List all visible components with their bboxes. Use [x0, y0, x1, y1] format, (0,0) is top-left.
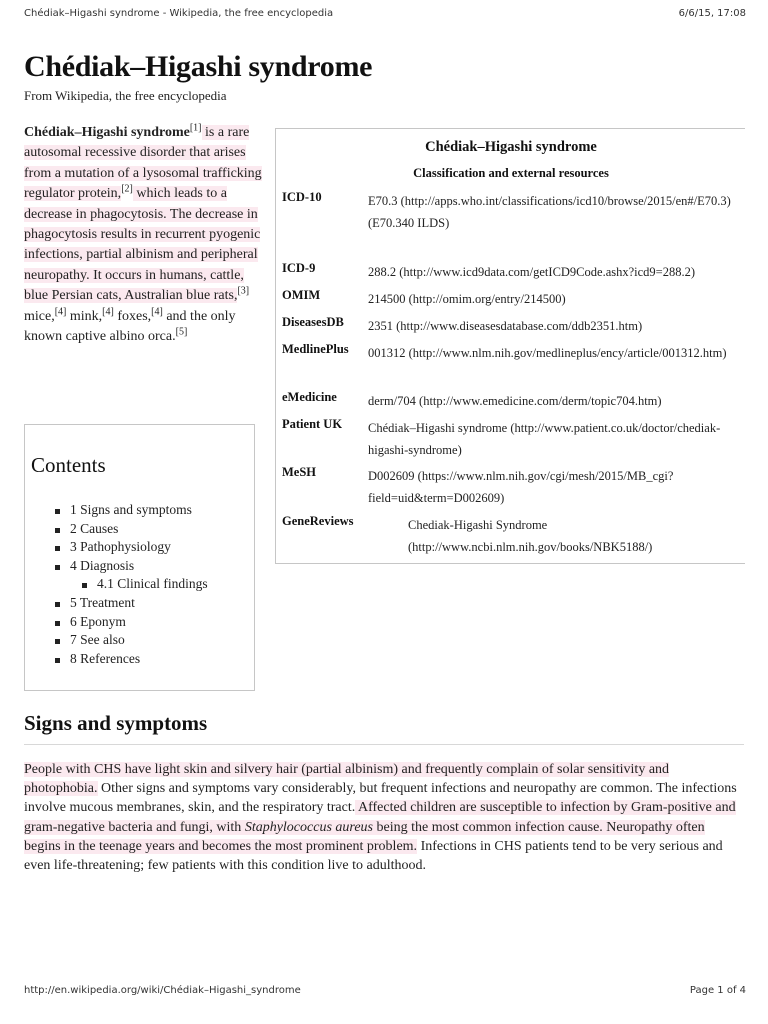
infobox-label: Patient UK: [282, 417, 343, 431]
infobox-value-link[interactable]: 2351 (http://www.diseasesdatabase.com/ddb2351.htm): [368, 319, 643, 333]
citation-link[interactable]: [2]: [121, 183, 133, 195]
citation-link[interactable]: [1]: [189, 122, 202, 134]
infobox-label: GeneReviews: [282, 514, 354, 528]
infobox-value-link[interactable]: Chediak-Higashi Syndrome (http://www.ncbi.nlm.nih.gov/books/NBK5188/): [408, 518, 653, 554]
intro-lead: Chédiak–Higashi syndrome: [24, 125, 190, 140]
infobox-label: ICD-10: [282, 190, 322, 204]
citation-link[interactable]: [3]: [237, 285, 250, 297]
infobox-label: MedlinePlus: [282, 342, 349, 356]
signs-paragraph: [24, 760, 744, 875]
intro-text: foxes,: [113, 308, 152, 324]
infobox-label: OMIM: [282, 288, 321, 302]
print-header-title: Chédiak–Higashi syndrome - Wikipedia, the free encyclopedia: [24, 8, 334, 19]
toc-item[interactable]: 1 Signs and symptoms: [55, 501, 208, 520]
toc-item[interactable]: 2 Causes: [55, 520, 208, 539]
citation-link[interactable]: [5]: [175, 326, 188, 338]
sentence: being the most common infection cause.: [373, 819, 603, 835]
toc-subitem[interactable]: 4.1 Clinical findings: [82, 575, 208, 594]
intro-text: is a rare autosomal recessive disorder that arises from a mutation of a lysosomal trafficking regulator protein,: [24, 125, 262, 202]
infobox-label: DiseasesDB: [282, 315, 344, 329]
infobox-title: Chédiak–Higashi syndrome: [425, 139, 597, 155]
toc-item[interactable]: 7 See also: [55, 631, 208, 650]
section-heading-signs: Signs and symptoms: [24, 711, 208, 735]
infobox-label: MeSH: [282, 465, 317, 479]
site-tagline: From Wikipedia, the free encyclopedia: [24, 88, 227, 103]
table-of-contents: [24, 424, 255, 691]
print-footer-url: http://en.wikipedia.org/wiki/Chédiak–Higashi_syndrome: [24, 985, 301, 996]
infobox-label: ICD-9: [282, 261, 316, 275]
sentence: People with CHS have light skin and silvery hair (partial albinism) and frequently complain of solar sensitivity and photophobia.: [24, 762, 670, 797]
print-header-datetime: 6/6/15, 17:08: [678, 8, 746, 19]
toc-item[interactable]: 4 Diagnosis: [55, 557, 208, 576]
infobox: [275, 128, 745, 564]
toc-list: [55, 501, 208, 668]
sentence: Neuropathy often begins in the teenage years and becomes the most prominent problem.: [24, 819, 705, 854]
sentence: Affected children are susceptible to infection by Gram-positive and gram-negative bacteria and fungi, with: [24, 800, 736, 835]
citation-link[interactable]: [4]: [54, 306, 67, 317]
print-footer-page: Page 1 of 4: [689, 985, 746, 996]
infobox-value-link[interactable]: derm/704 (http://www.emedicine.com/derm/topic704.htm): [368, 394, 662, 408]
intro-text: and the only known captive albino orca.: [24, 308, 236, 345]
infobox-value-link[interactable]: 001312 (http://www.nlm.nih.gov/medlineplus/ency/article/001312.htm): [368, 346, 727, 360]
toc-item[interactable]: 8 References: [55, 650, 208, 669]
intro-text: which leads to a decrease in phagocytosis. The decrease in phagocytosis results in recurrent pyogenic infections, partial albinism and peripheral neuropathy. It occurs in humans, cattle, blue Persian cats, Australian blue rats,: [24, 186, 261, 304]
species-name: Staphylococcus aureus: [244, 819, 373, 835]
infobox-value-link[interactable]: E70.3 (http://apps.who.int/classifications/icd10/browse/2015/en#/E70.3) (E70.340 ILDS): [368, 194, 731, 230]
intro-paragraph: [24, 123, 262, 347]
sentence: Other signs and symptoms vary considerably, but frequent infections and neuropathy are common. The infections involve mucous membranes, skin, and the respiratory tract.: [24, 781, 737, 816]
infobox-label: eMedicine: [282, 390, 337, 404]
toc-item[interactable]: 3 Pathophysiology: [55, 538, 208, 557]
intro-text: mice,: [24, 308, 55, 324]
toc-item[interactable]: 5 Treatment: [55, 594, 208, 613]
sentence: Infections in CHS patients tend to be very serious and even life-threatening; few patients with this condition live to adulthood.: [24, 838, 723, 874]
toc-title: Contents: [31, 453, 106, 477]
infobox-value-link[interactable]: 214500 (http://omim.org/entry/214500): [368, 292, 566, 306]
citation-link[interactable]: [4]: [102, 306, 114, 317]
section-divider: [24, 744, 744, 745]
infobox-value-link[interactable]: 288.2 (http://www.icd9data.com/getICD9Code.ashx?icd9=288.2): [368, 265, 696, 279]
intro-text: mink,: [66, 308, 103, 324]
infobox-value-link[interactable]: Chédiak–Higashi syndrome (http://www.patient.co.uk/doctor/chediak-higashi-syndrome): [368, 421, 721, 457]
infobox-value-link[interactable]: D002609 (https://www.nlm.nih.gov/cgi/mesh/2015/MB_cgi?field=uid&term=D002609): [368, 469, 674, 505]
infobox-subtitle: Classification and external resources: [413, 166, 609, 180]
toc-item[interactable]: 6 Eponym: [55, 613, 208, 632]
citation-link[interactable]: [4]: [151, 306, 163, 317]
page-title: Chédiak–Higashi syndrome: [24, 50, 373, 83]
